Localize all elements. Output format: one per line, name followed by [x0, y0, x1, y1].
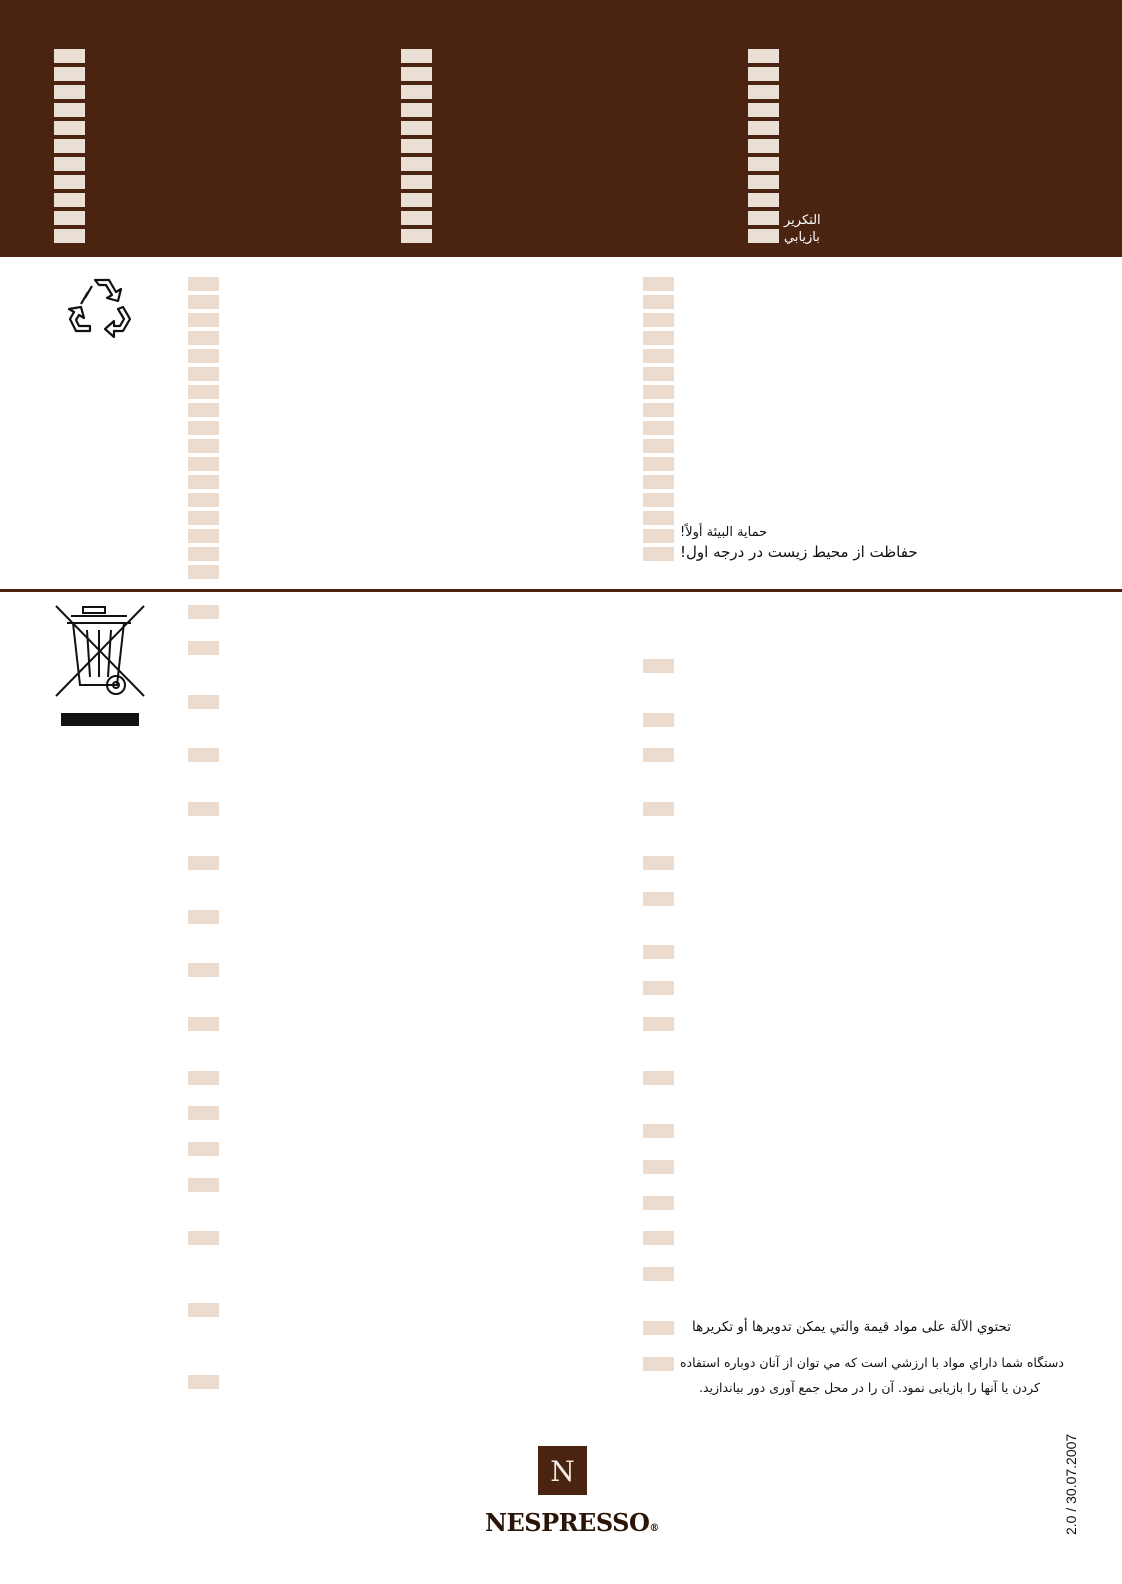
weee-lang-box [188, 1303, 219, 1317]
registered-mark: ® [649, 1523, 659, 1534]
weee-lang-box [643, 945, 674, 959]
weee-lang-box [643, 1357, 674, 1371]
weee-lang-box [188, 1017, 219, 1031]
logo-letter: N [550, 1455, 575, 1488]
weee-lang-box [188, 910, 219, 924]
weee-lang-box [188, 963, 219, 977]
header-column-left [54, 49, 85, 247]
recycle-lang-boxes-right [643, 277, 674, 565]
weee-text-persian-line1: دستگاه شما داراي مواد با ارزشي است كه مي توان از آنان دوباره استفاده [680, 1355, 1064, 1370]
weee-lang-box [188, 1178, 219, 1192]
weee-lang-box [643, 713, 674, 727]
nespresso-wordmark [485, 1508, 659, 1537]
header-column-right [748, 49, 779, 247]
weee-lang-box [643, 892, 674, 906]
weee-lang-box [643, 1071, 674, 1085]
weee-lang-box [643, 1321, 674, 1335]
weee-lang-box [188, 1231, 219, 1245]
header-label-arabic: التكرير [784, 213, 821, 228]
weee-lang-box [643, 1017, 674, 1031]
nespresso-logo-mark [538, 1446, 587, 1495]
weee-lang-box [188, 748, 219, 762]
weee-lang-box [643, 1267, 674, 1281]
weee-lang-box [643, 1124, 674, 1138]
weee-lang-box [188, 856, 219, 870]
weee-lang-box [188, 1071, 219, 1085]
recycle-icon [68, 274, 136, 338]
crossed-out-bin-icon [53, 603, 147, 727]
header-band [0, 0, 1122, 257]
weee-lang-box [188, 1375, 219, 1389]
weee-lang-box [643, 748, 674, 762]
weee-lang-box [643, 802, 674, 816]
brand-name: NESPRESSO [485, 1508, 650, 1537]
weee-lang-box [188, 605, 219, 619]
weee-lang-box [188, 1142, 219, 1156]
recycle-heading-arabic: حماية البيئة أولاً! [680, 525, 768, 540]
weee-lang-box [188, 802, 219, 816]
weee-lang-box [643, 1160, 674, 1174]
version-code: 2.0 / 30.07.2007 [1063, 1433, 1079, 1535]
weee-text-persian-line2: كردن يا آنها را بازيابی نمود. آن را در محل جمع آوری دور بياندازيد. [699, 1380, 1040, 1395]
recycle-heading-persian: حفاظت از محیط زیست در درجه اول! [680, 543, 918, 561]
weee-text-arabic: تحتوي الآلة على مواد قيمة والتي يمكن تدويرها أو تكريرها [692, 1319, 1011, 1335]
header-label-persian: بازيابي [784, 230, 820, 245]
weee-lang-box [643, 856, 674, 870]
header-column-middle [401, 49, 432, 247]
weee-lang-box [188, 641, 219, 655]
weee-lang-box [643, 981, 674, 995]
section-divider [0, 589, 1122, 592]
weee-lang-box [643, 1196, 674, 1210]
recycle-lang-boxes-left [188, 277, 219, 583]
weee-lang-box [188, 1106, 219, 1120]
weee-lang-box [643, 1231, 674, 1245]
weee-lang-box [188, 695, 219, 709]
weee-lang-box [643, 659, 674, 673]
